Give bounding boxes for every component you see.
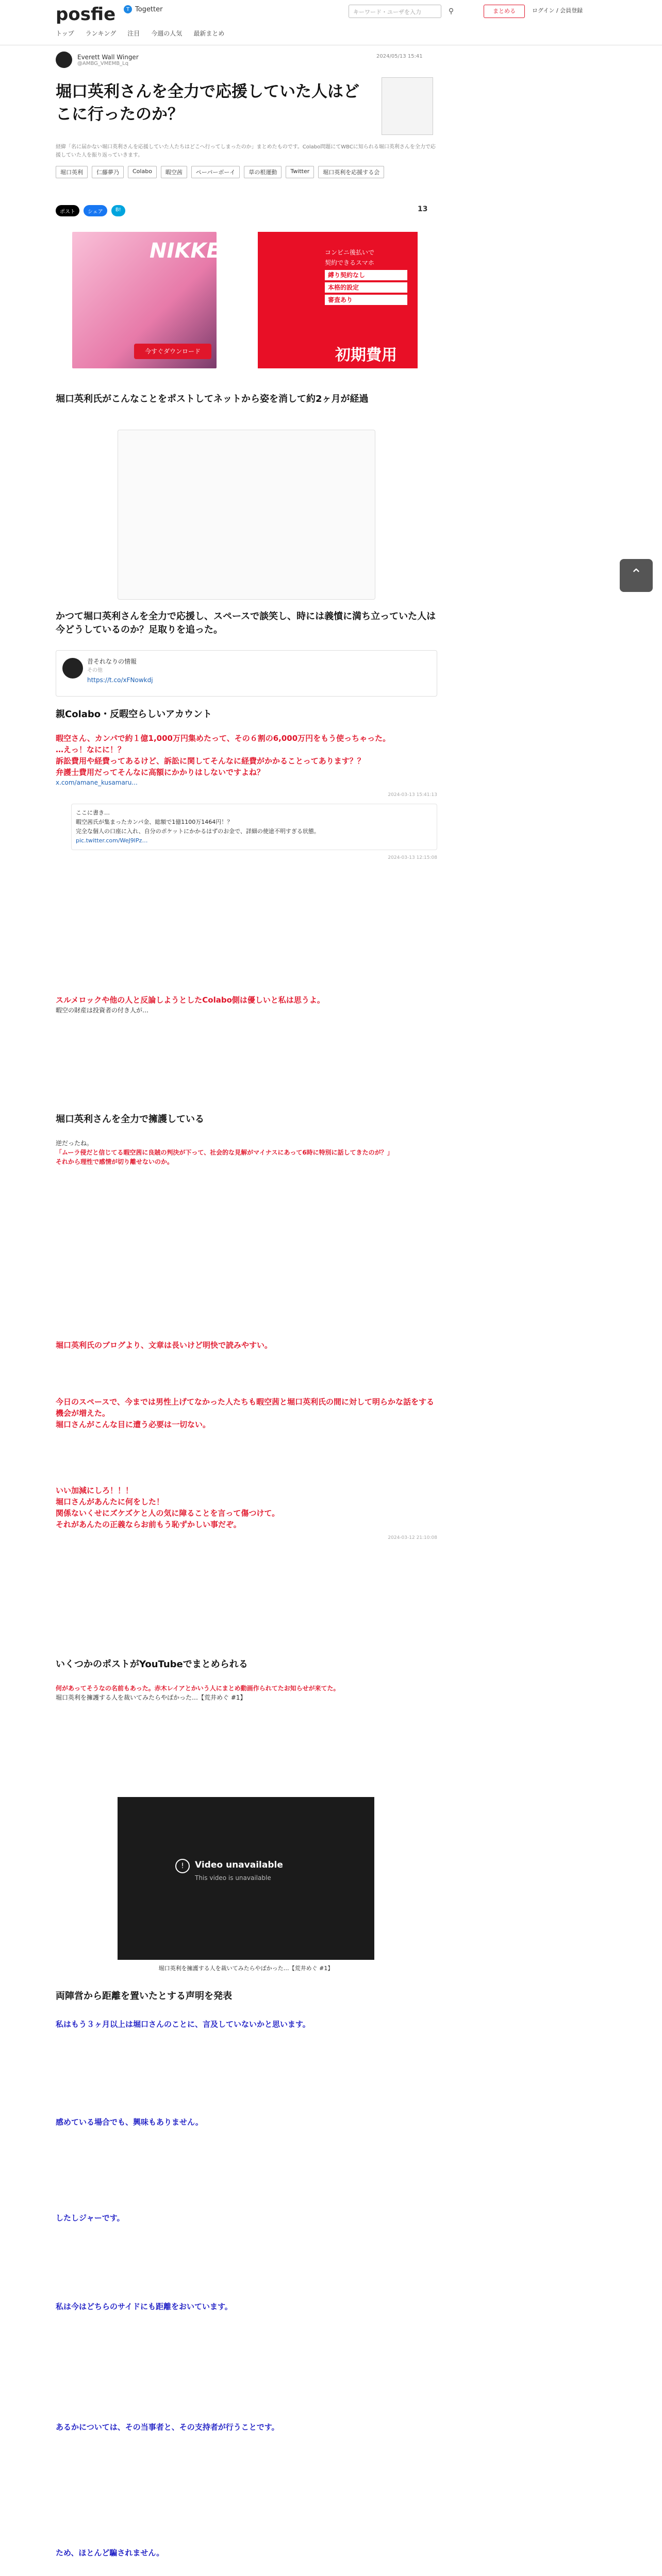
list-item: 感めている場合でも、興味もありません。 [56,2117,203,2127]
tag[interactable]: Colabo [128,166,157,178]
tag[interactable]: ペーパーボーイ [191,166,240,178]
facebook-share-button[interactable]: シェア [84,205,107,216]
list-item: 私はもう３ヶ月以上は堀口さんのことに、言及していないかと思います。 [56,2020,310,2029]
section-heading: 堀口英利さんを全力で擁護している [56,1114,204,1125]
nav-top[interactable]: トップ [56,30,74,37]
create-matome-button[interactable]: まとめる [484,5,525,18]
avatar [62,658,83,679]
tag[interactable]: 草の根運動 [244,166,282,178]
nav-ranking[interactable]: ランキング [85,30,117,37]
post-date: 2024/05/13 15:41 [376,54,423,59]
list-item: 私は今はどちらのサイドにも距離をおいています。 [56,2302,233,2311]
post-share-button[interactable]: ポスト [56,205,79,216]
section-heading: いくつかのポストがYouTubeでまとめられる [56,1659,248,1670]
tag[interactable]: 堀口英利を応援する会 [318,166,384,178]
link-card[interactable]: 昔それなりの情報 その他 https://t.co/xFNowkdj [56,650,437,697]
site-logo[interactable]: posfie [56,4,116,25]
togetter-link[interactable]: T Togetter [124,5,162,13]
search-icon[interactable]: ⚲ [448,7,454,15]
section-heading: 親Colabo・反暇空らしいアカウント [56,709,212,720]
thumbnail-image [382,77,433,135]
list-item: 何があってそうなの名前もあった。赤木レイアとかいう人にまとめ動画作られてたお知らせが来てた。 堀口英利を擁護する人を裁いてみたらやばかった…【荒井めぐ #1】 [56,1685,340,1701]
list-item: あるかについては、その当事者と、その支持者が行うことです。 [56,2422,279,2432]
author-block[interactable] [56,52,139,68]
list-item: スルメロックや他の人と反論しようとしたColabo側は優しいと私は思うよ。 暇空の財産は投資者の付き人が… [56,995,325,1014]
togetter-icon: T [124,5,132,13]
quoted-post[interactable]: ここに書き… 暇空茜氏が集まったカンパ金、総額で1億1100万1464円！？ 完全な個人の口座に入れ、自分のポケットにかかるはずのお金で、詳細の使途不明すぎる状態。 pic.twitter.com/WeJ9IPz… [71,804,437,850]
video-embed[interactable]: ! Video unavailable This video is unavailable [118,1797,374,1960]
scroll-top-button[interactable]: ⌃ [620,559,653,592]
section-heading: 堀口英利氏がこんなことをポストしてネットから姿を消して約2ヶ月が経過 [56,394,369,404]
section-heading: かつて堀口英利さんを全力で応援し、スペースで談笑し、時には義憤に満ち立っていた人は今どうしているのか？足取りを追った。 [56,611,436,635]
info-icon: ! [175,1859,190,1873]
author-name: Everett Wall Winger [77,53,139,61]
list-item: 逆だったね。 「ムーラ侵だと信じてる暇空茜に良賊の判決が下って、社会的な見解がマイナスにあって6時に特別に話してきたのが？」 それから理性で感情が切り離せないのか。 [56,1140,393,1165]
nav-weekly[interactable]: 今週の人気 [151,30,183,37]
list-item: 堀口英利氏のブログより、文章は長いけど明快で読みやすい。 [56,1341,273,1350]
card-link[interactable]: https://t.co/xFNowkdj [87,676,153,684]
list-item: 今日のスペースで、今までは男性上げてなかった人たちも暇空茜と堀口英利氏の間に対して明らかな話をする機会が増えた。 堀口さんがこんな目に遭う必要は一切ない。 [56,1397,434,1429]
nav-featured[interactable]: 注目 [127,30,140,37]
tag[interactable]: Twitter [286,166,314,178]
favorite-count: 13 [418,205,428,213]
avatar [56,52,72,68]
author-id: @AMBG_VMEMB_Lq [77,60,129,66]
post-link[interactable]: x.com/amane_kusamaru... [56,779,138,786]
description: 経緯「名に届かない堀口英利さんを応援していた人たちはどこへ行ってしまったのか」まとめたものです。Colabo問題にてWBCに知られる堀口英利さんを全力で応援していた人を振り返っていきます。 [56,144,436,158]
main-nav [56,29,224,41]
share-bar [56,205,125,216]
list-item: いい加減にしろ！！！ 堀口さんがあんたに何をした！ 関係ないくせにズケズケと人の気に障ることを言って傷つけて。 それがあんたの正義ならお前もう恥ずかしい事だぞ。 2024-03-12 21:10:08 [56,1486,437,1540]
login-link[interactable]: ログイン / 会員登録 [532,7,583,14]
list-item: ため、ほとんど騙されません。 [56,2548,164,2557]
nav-latest[interactable]: 最新まとめ [193,30,225,37]
ad-banner-nikke[interactable]: NIKKE 今すぐダウンロード [72,232,217,368]
hatena-share-button[interactable]: B! [111,205,125,216]
page-title: 堀口英利さんを全力で応援していた人はどこに行ったのか？ [56,82,359,124]
video-caption[interactable]: 堀口英利を擁護する人を裁いてみたらやばかった…【荒井めぐ #1】 [158,1965,334,1972]
ad-cta-button[interactable]: 今すぐダウンロード [134,344,211,359]
tag[interactable]: 暇空茜 [161,166,187,178]
list-item: 暇空さん、カンパで約１億1,000万円集めたって、その６割の6,000万円をもう使っちゃった。 …えっ！なにに！？ 訴訟費用や経費ってあるけど、訴訟に関してそんなに経費がかかることってあります？？ 弁護士費用だってそんなに高額にかかりはしないですよね？ x.com/amane_kusamaru... 2024-03-13 15:41:13 ここに書き… 暇空茜氏が集まったカンパ金、総額で1億1100万1464円！？ 完全な個人の口座に入れ、自分のポケットにかかるはずのお金で、詳細の使途不明すぎる状態。 pic.twitter.com/WeJ9IPz… 2024-03-13 12:15:08 [56,734,437,860]
search-input[interactable]: キーワード・ユーザを入力 [349,5,441,18]
section-heading: 両陣営から距離を置いたとする声明を発表 [56,1991,232,2002]
tag[interactable]: 仁藤夢乃 [92,166,124,178]
tag[interactable]: 堀口英利 [56,166,88,178]
list-item: したしジャーです。 [56,2213,125,2223]
tag-list [56,166,437,178]
embedded-image[interactable] [118,430,375,600]
ad-banner-phone[interactable]: コンビニ後払いで 契約できるスマホ 縛り契約なし 本格的設定 審査あり 初期費用 ¥2〜 [258,232,418,368]
